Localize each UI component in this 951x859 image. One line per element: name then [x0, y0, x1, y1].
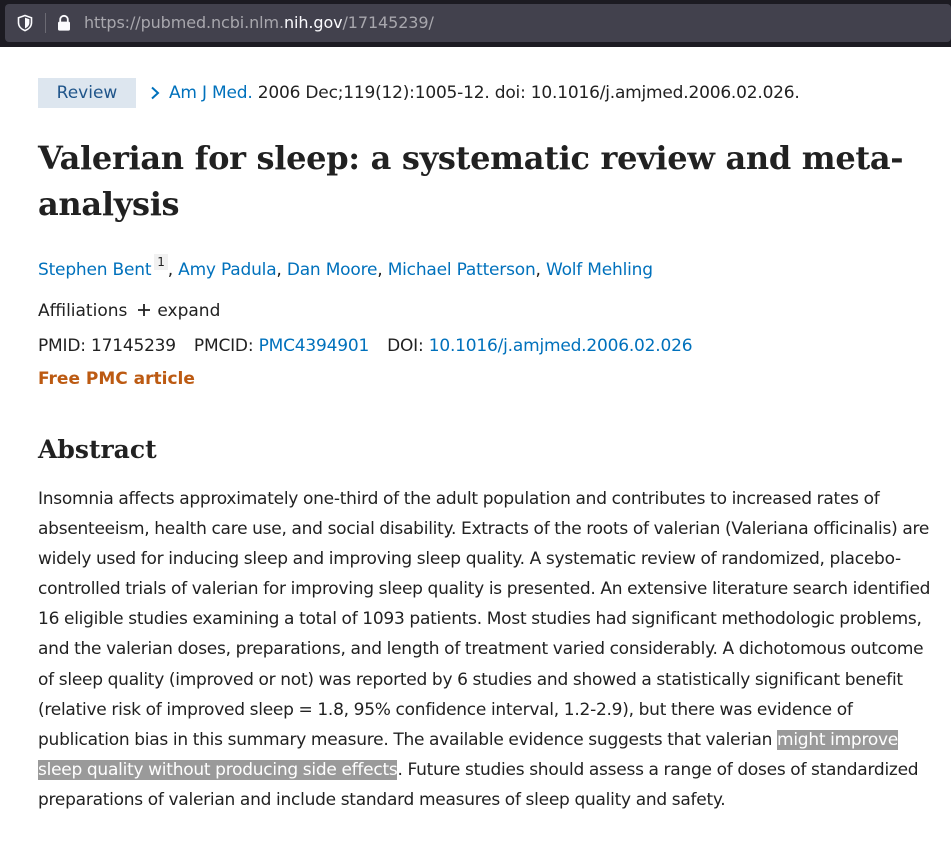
doi-label: DOI:: [387, 336, 424, 356]
expand-label: expand: [157, 301, 221, 321]
abstract-text-part: Insomnia affects approximately one-third of the adult population and contributes to increased rates of absenteeism, health care use, and social disability. Extracts of the roots of valerian (Valeriana officinalis) are widely used for inducing sleep and improving sleep quality. A systematic review of randomized, placebo-controlled trials of valerian for improving sleep quality is presented. An extensive literature search identified 16 eligible studies examining a total of 1093 patients. Most studies had significant methodologic problems, and the valerian doses, preparations, and length of treatment varied considerably. A dichotomous outcome of sleep quality (improved or not) was reported by 6 studies and showed a statistically significant benefit (relative risk of improved sleep = 1.8, 95% confidence interval, 1.2-2.9), but there was evidence of publication bias in this summary measure. The available evidence suggests that valerian: [38, 489, 931, 750]
journal-link[interactable]: Am J Med.: [169, 83, 253, 103]
abstract-heading: Abstract: [38, 435, 157, 464]
address-bar[interactable]: [5, 4, 951, 42]
author-link[interactable]: Amy Padula: [178, 260, 277, 280]
browser-toolbar: [0, 0, 951, 47]
url-path: /17145239/: [342, 13, 434, 32]
pmid-value: 17145239: [90, 336, 176, 356]
pmcid-label: PMCID:: [193, 336, 254, 356]
author-link[interactable]: Michael Patterson: [387, 260, 536, 280]
lock-icon[interactable]: [56, 14, 72, 32]
url-subdomain: pubmed.ncbi.nlm.: [140, 13, 284, 32]
shield-icon[interactable]: [16, 14, 34, 32]
abstract-text: [38, 484, 938, 815]
journal-citation: [169, 83, 800, 103]
urlbar-divider: [45, 13, 46, 33]
abstract-text-part: . Future studies should assess a range of doses of standardized preparations of valerian and include standard measures of sleep quality and safety.: [38, 759, 919, 810]
author-list: Stephen Bent $^1$ , Amy Padula, Dan Moore, Michael Patterson, Wolf Mehling: [38, 255, 653, 280]
article-identifiers: [38, 334, 692, 358]
plus-icon: [137, 303, 151, 317]
affiliation-ref[interactable]: 1: [154, 254, 167, 270]
publication-type-badge: Review: [38, 78, 136, 108]
url-host: nih.gov: [283, 13, 343, 32]
citation-details: 2006 Dec;119(12):1005-12. doi: 10.1016/j.amjmed.2006.02.026.: [252, 83, 800, 103]
chevron-right-icon[interactable]: [148, 85, 162, 101]
affiliations-toggle[interactable]: [38, 299, 220, 323]
free-pmc-article-label: Free PMC article: [38, 369, 195, 389]
article-title: Valerian for sleep: a systematic review and meta-analysis: [38, 139, 904, 223]
abstract-selected-text: might improve sleep quality without producing side effects: [38, 729, 898, 780]
author-link[interactable]: Dan Moore: [286, 260, 378, 280]
doi-link[interactable]: 10.1016/j.amjmed.2006.02.026: [428, 336, 693, 356]
author-link[interactable]: Wolf Mehling: [545, 260, 653, 280]
url-scheme: https://: [84, 13, 141, 32]
author-link[interactable]: Stephen Bent: [38, 260, 152, 280]
pmcid-link[interactable]: PMC4394901: [258, 336, 370, 356]
url-text[interactable]: [84, 13, 434, 33]
affiliations-label: Affiliations: [38, 301, 128, 321]
pmid-label: PMID:: [38, 336, 86, 356]
